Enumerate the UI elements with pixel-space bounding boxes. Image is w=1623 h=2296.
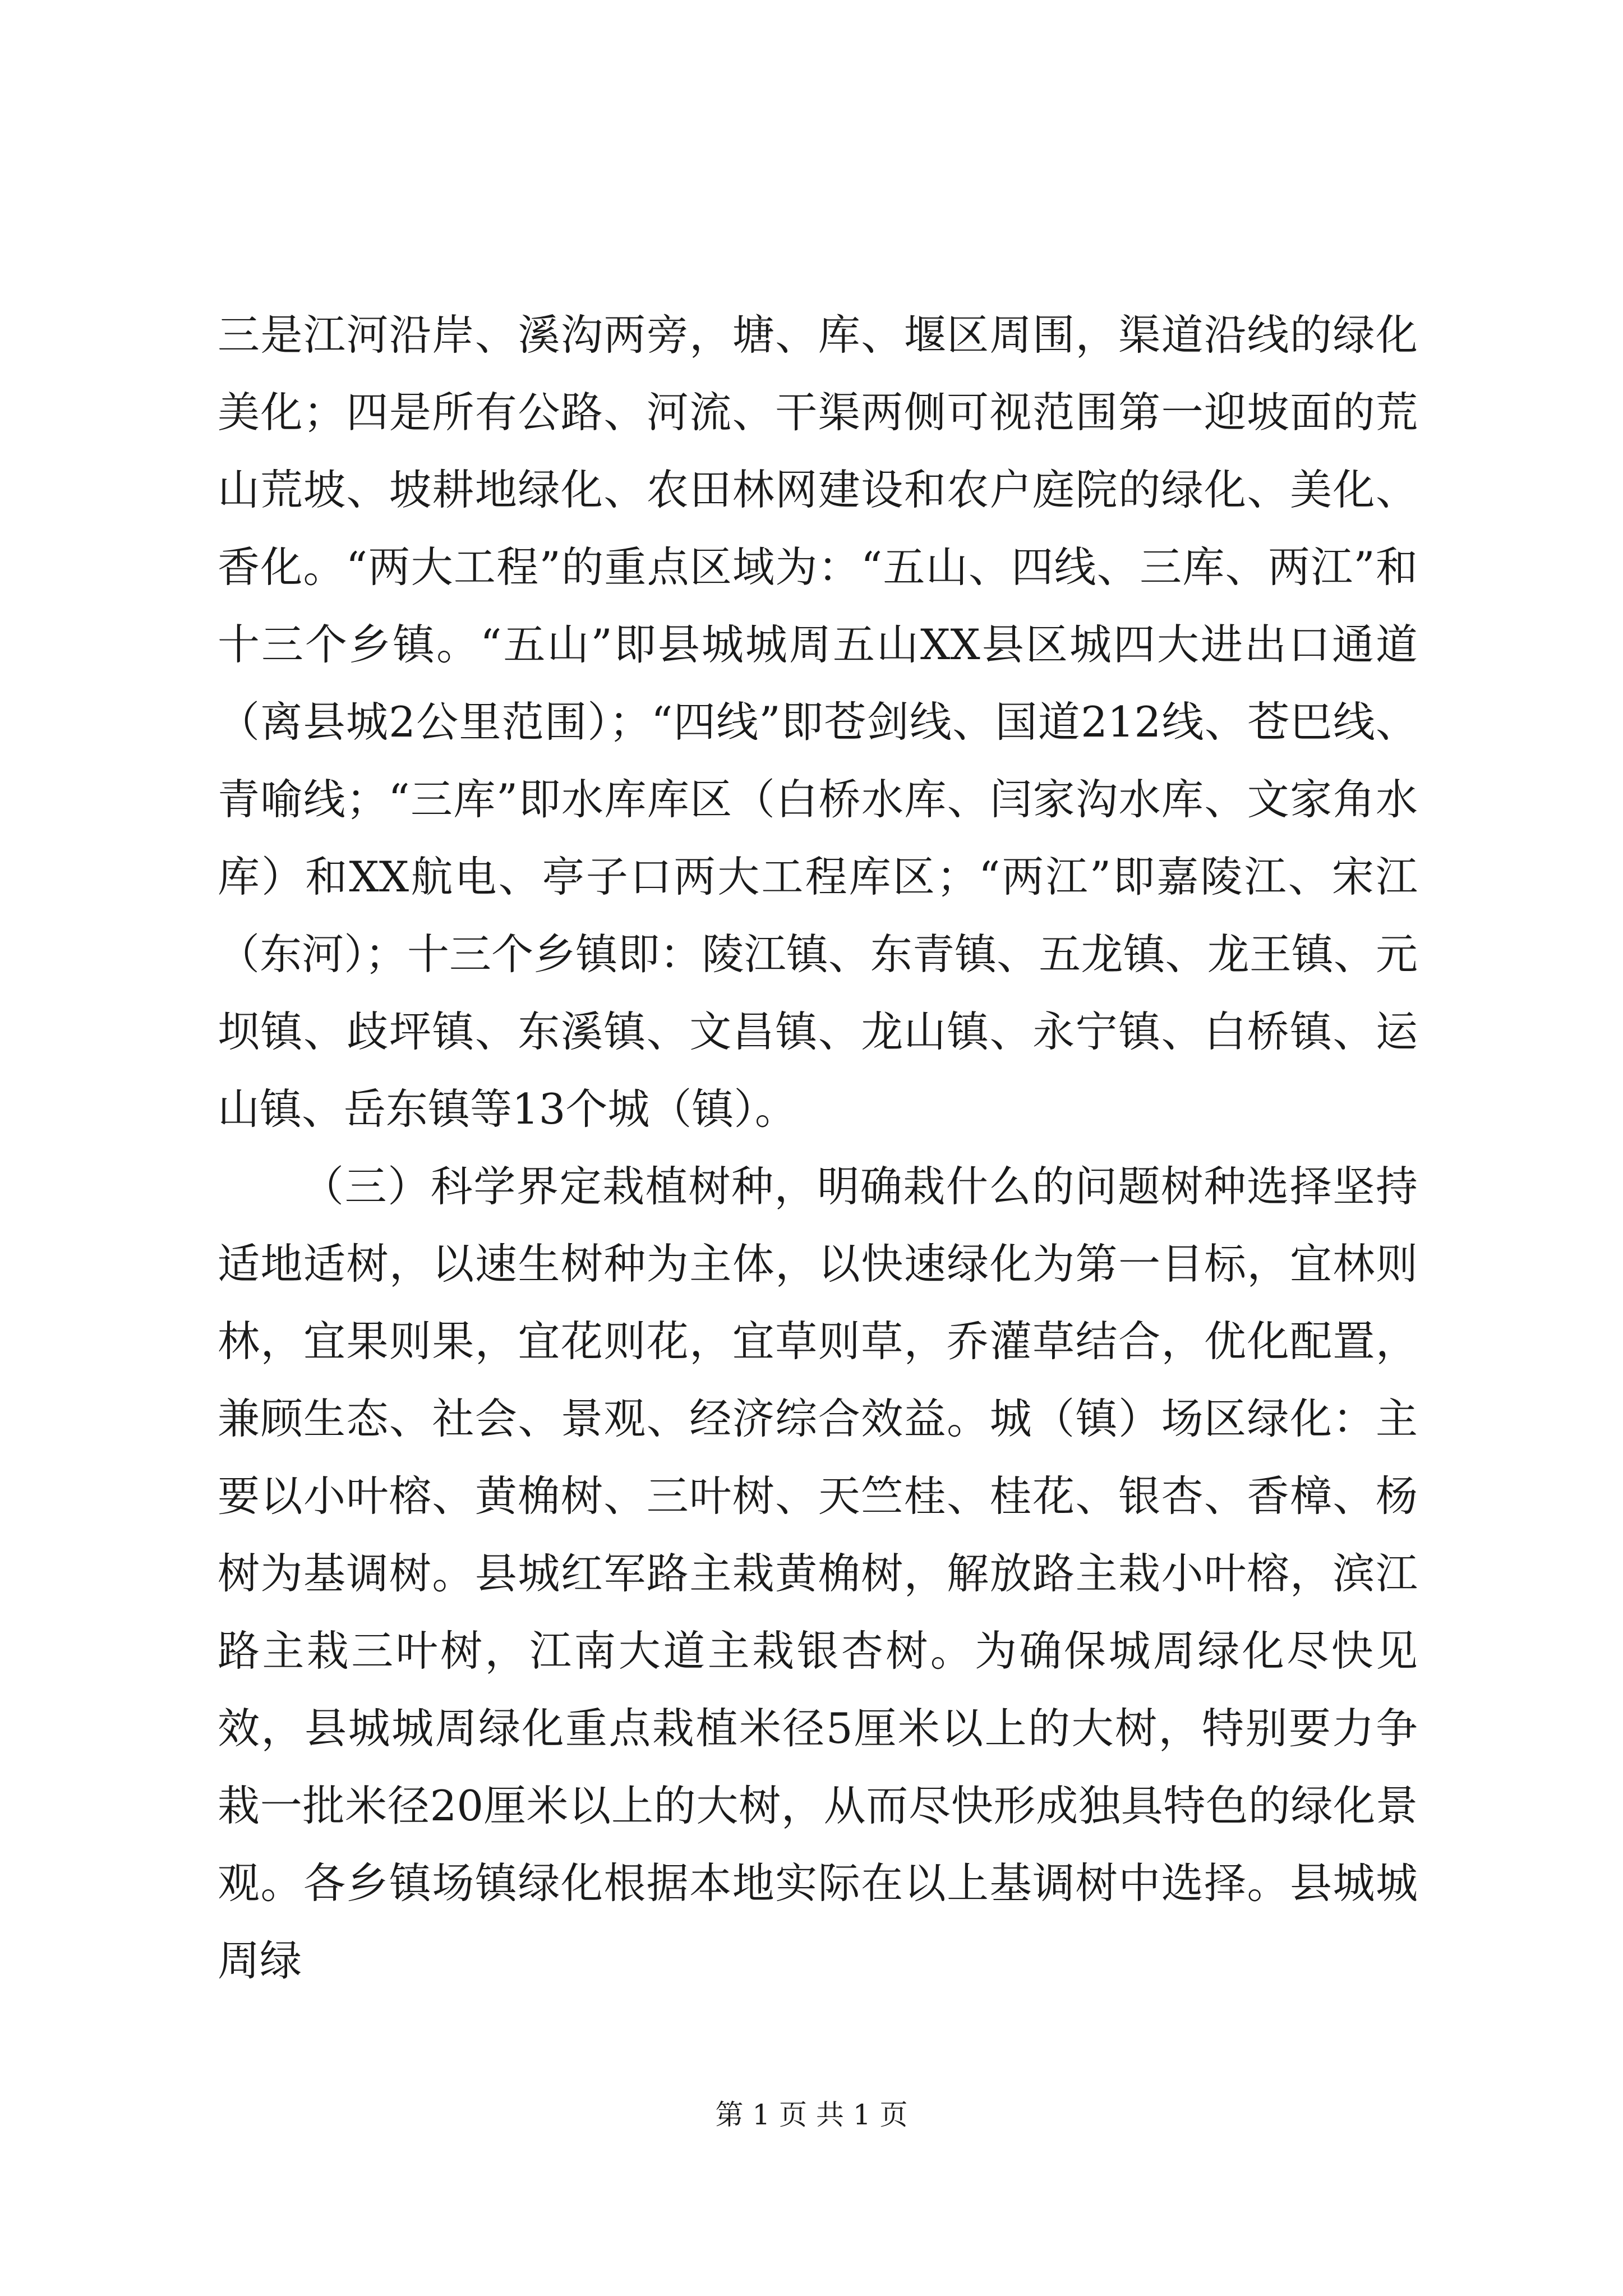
paragraph-continued: 三是江河沿岸、溪沟两旁，塘、库、堰区周围，渠道沿线的绿化美化；四是所有公路、河流、干渠两侧可视范围第一迎坡面的荒山荒坡、坡耕地绿化、农田林网建设和农户庭院的绿化、美化、香化。“两大工程”的重点区域为：“五山、四线、三库、两江”和十三个乡镇。“五山”即县城城周五山XX县区城四大进出口通道（离县城2公里范围）；“四线”即苍剑线、国道212线、苍巴线、青喻线；“三库”即水库库区（白桥水库、闫家沟水库、文家角水库）和XX航电、亭子口两大工程库区；“两江”即嘉陵江、宋江（东河）；十三个乡镇即：陵江镇、东青镇、五龙镇、龙王镇、元坝镇、歧坪镇、东溪镇、文昌镇、龙山镇、永宁镇、白桥镇、运山镇、岳东镇等13个城（镇）。 bbox=[218, 310, 1418, 1134]
page-footer: 第 1 页 共 1 页 bbox=[715, 2099, 908, 2131]
paragraph-section-three: （三）科学界定栽植树种，明确栽什么的问题树种选择坚持适地适树，以速生树种为主体，以快速绿化为第一目标，宜林则林，宜果则果，宜花则花，宜草则草，乔灌草结合，优化配置，兼顾生态、社会、景观、经济综合效益。城（镇）场区绿化：主要以小叶榕、黄桷树、三叶树、天竺桂、桂花、银杏、香樟、杨树为基调树。县城红军路主栽黄桷树，解放路主栽小叶榕，滨江路主栽三叶树，江南大道主栽银杏树。为确保城周绿化尽快见效，县城城周绿化重点栽植米径5厘米以上的大树，特别要力争栽一批米径20厘米以上的大树，从而尽快形成独具特色的绿化景观。各乡镇场镇绿化根据本地实际在以上基调树中选择。县城城周绿 bbox=[218, 1162, 1418, 1985]
document-body bbox=[218, 296, 1418, 1999]
